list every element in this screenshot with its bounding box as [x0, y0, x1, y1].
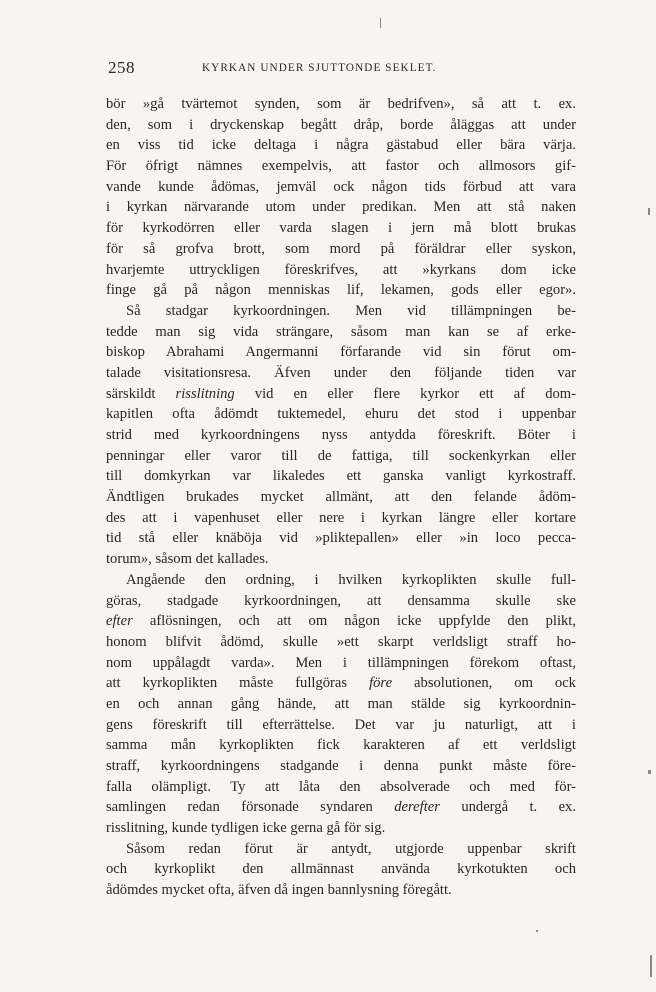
- text-line: [106, 549, 576, 570]
- text-segment: att kyrkoplikten måste fullgöras: [106, 675, 370, 692]
- text-segment: hvarjemte uttryckligen föreskrifves, att »kyrkans dom icke: [106, 261, 576, 278]
- text-segment: Såsom redan förut är antydt, utgjorde uppenbar skrift: [126, 840, 576, 857]
- margin-mark: [648, 208, 650, 215]
- text-segment: talade visitationsresa. Äfven under den följande tiden var: [106, 364, 576, 381]
- text-segment: för kyrkodörren eller varda slagen i jern må blott brukas: [106, 220, 576, 237]
- text-segment: för så grofva brott, som mord på föräldrar eller syskon,: [106, 240, 576, 257]
- text-line: [106, 591, 576, 612]
- text-line: [106, 384, 576, 405]
- text-line: [106, 528, 576, 549]
- text-line: [106, 632, 576, 653]
- text-segment: samlingen redan försonade syndaren: [106, 799, 395, 816]
- margin-mark: [648, 770, 651, 774]
- text-segment: biskop Abrahami Angermanni förfarande vid sin förut om-: [106, 344, 576, 361]
- running-title: KYRKAN UNDER SJUTTONDE SEKLET.: [202, 62, 437, 74]
- text-line: [106, 363, 576, 384]
- text-line: [106, 466, 576, 487]
- italic-text: risslitning: [175, 385, 235, 402]
- text-line: [106, 777, 576, 798]
- margin-mark: [650, 955, 652, 977]
- text-segment: finge gå på någon menniskas lif, lekamen, gods eller egor».: [106, 282, 576, 299]
- text-segment: vande kunde ådömas, jemväl ock någon tids förbud att vara: [106, 178, 576, 195]
- text-segment: i kyrkan närvarande utom under predikan. Men att stå naken: [106, 199, 576, 216]
- text-segment: ådömdes mycket ofta, äfven då ingen bannlysning föregått.: [106, 882, 452, 899]
- text-line: [106, 260, 576, 281]
- text-segment: risslitning, kunde tydligen icke gerna gå för sig.: [106, 820, 386, 837]
- text-line: [106, 115, 576, 136]
- text-segment: och kyrkoplikt den allmännast använda kyrkotukten och: [106, 861, 576, 878]
- text-segment: en och annan gång hände, att man stälde sig kyrkoordnin-: [106, 695, 576, 712]
- text-line: [106, 673, 576, 694]
- text-line: [106, 239, 576, 260]
- text-line: [106, 839, 576, 860]
- italic-text: efter: [106, 613, 133, 630]
- italic-text: derefter: [394, 799, 440, 816]
- text-segment: aflösningen, och att om någon icke uppfylde den plikt,: [132, 613, 576, 630]
- text-line: [106, 342, 576, 363]
- text-line: [106, 797, 576, 818]
- text-line: [106, 859, 576, 880]
- text-segment: vid en eller flere kyrkor ett af dom-: [234, 385, 576, 402]
- text-segment: bör »gå tvärtemot synden, som är bedrifven», så att t. ex.: [106, 96, 576, 112]
- page-number: 258: [108, 58, 135, 77]
- text-segment: Så stadgar kyrkoordningen. Men vid tillämpningen be-: [126, 302, 576, 319]
- margin-mark: [536, 930, 538, 932]
- text-segment: Angående den ordning, i hvilken kyrkoplikten skulle full-: [126, 571, 576, 588]
- text-line: [106, 694, 576, 715]
- text-line: [106, 301, 576, 322]
- text-segment: den, som i dryckenskap begått dråp, borde åläggas att under: [106, 116, 576, 133]
- text-line: [106, 735, 576, 756]
- text-line: [106, 818, 576, 839]
- text-line: [106, 611, 576, 632]
- margin-mark: [380, 18, 381, 28]
- text-line: [106, 715, 576, 736]
- text-segment: des att i vapenhuset eller nere i kyrkan längre eller kortare: [106, 509, 576, 526]
- text-segment: samma mån kyrkoplikten fick karakteren af ett verldsligt: [106, 737, 576, 754]
- text-segment: För öfrigt nämnes exempelvis, att fastor och allmosors gif-: [106, 158, 576, 175]
- text-line: [106, 322, 576, 343]
- text-line: [106, 135, 576, 156]
- text-segment: kapitlen ofta ådömdt tuktemedel, ehuru det stod i uppenbar: [106, 406, 576, 423]
- text-line: [106, 425, 576, 446]
- text-segment: till domkyrkan var likaledes ett ganska vanligt kyrkostraff.: [106, 468, 576, 485]
- text-line: [106, 218, 576, 239]
- text-line: [106, 197, 576, 218]
- text-segment: göras, stadgade kyrkoordningen, att densamma skulle ske: [106, 592, 576, 609]
- italic-text: före: [369, 675, 393, 692]
- text-segment: gens föreskrift till efterrättelse. Det var ju naturligt, att i: [106, 716, 576, 733]
- page-header: [104, 58, 574, 84]
- text-line: [106, 177, 576, 198]
- text-line: [106, 280, 576, 301]
- text-line: [106, 156, 576, 177]
- text-line: [106, 756, 576, 777]
- text-line: [106, 487, 576, 508]
- text-line: [106, 404, 576, 425]
- text-segment: straff, kyrkoordningens stadgande i denna punkt måste före-: [106, 758, 576, 774]
- text-segment: absolutionen, om ock: [392, 675, 576, 692]
- text-line: [106, 570, 576, 591]
- text-line: [106, 880, 576, 901]
- body-text: [106, 94, 576, 901]
- text-segment: falla olämpligt. Ty att låta den absolverade och med för-: [106, 778, 576, 795]
- text-line: [106, 653, 576, 674]
- text-segment: Ändtligen brukades mycket allmänt, att den felande ådöm-: [106, 489, 576, 506]
- text-segment: honom blifvit ådömd, skulle »ett skarpt verldsligt straff ho-: [106, 633, 576, 650]
- text-segment: särskildt: [106, 385, 176, 402]
- text-line: [106, 508, 576, 529]
- text-line: [106, 446, 576, 467]
- text-segment: tid stå eller knäböja vid »pliktepallen» eller »in loco pecca-: [106, 530, 576, 547]
- text-segment: torum», såsom det kallades.: [106, 551, 269, 568]
- text-segment: nom uppålagdt varda». Men i tillämpningen förekom oftast,: [106, 654, 576, 671]
- text-line: [106, 94, 576, 115]
- text-segment: strid med kyrkoordningens nyss antydda föreskrift. Böter i: [106, 427, 576, 443]
- text-segment: penningar eller varor till de fattiga, till sockenkyrkan eller: [106, 447, 576, 464]
- text-segment: undergå t. ex.: [439, 799, 576, 816]
- text-segment: tedde man sig vida strängare, såsom man kan se af erke-: [106, 323, 576, 340]
- text-segment: en viss tid icke deltaga i några gästabud eller bära värja.: [106, 137, 576, 154]
